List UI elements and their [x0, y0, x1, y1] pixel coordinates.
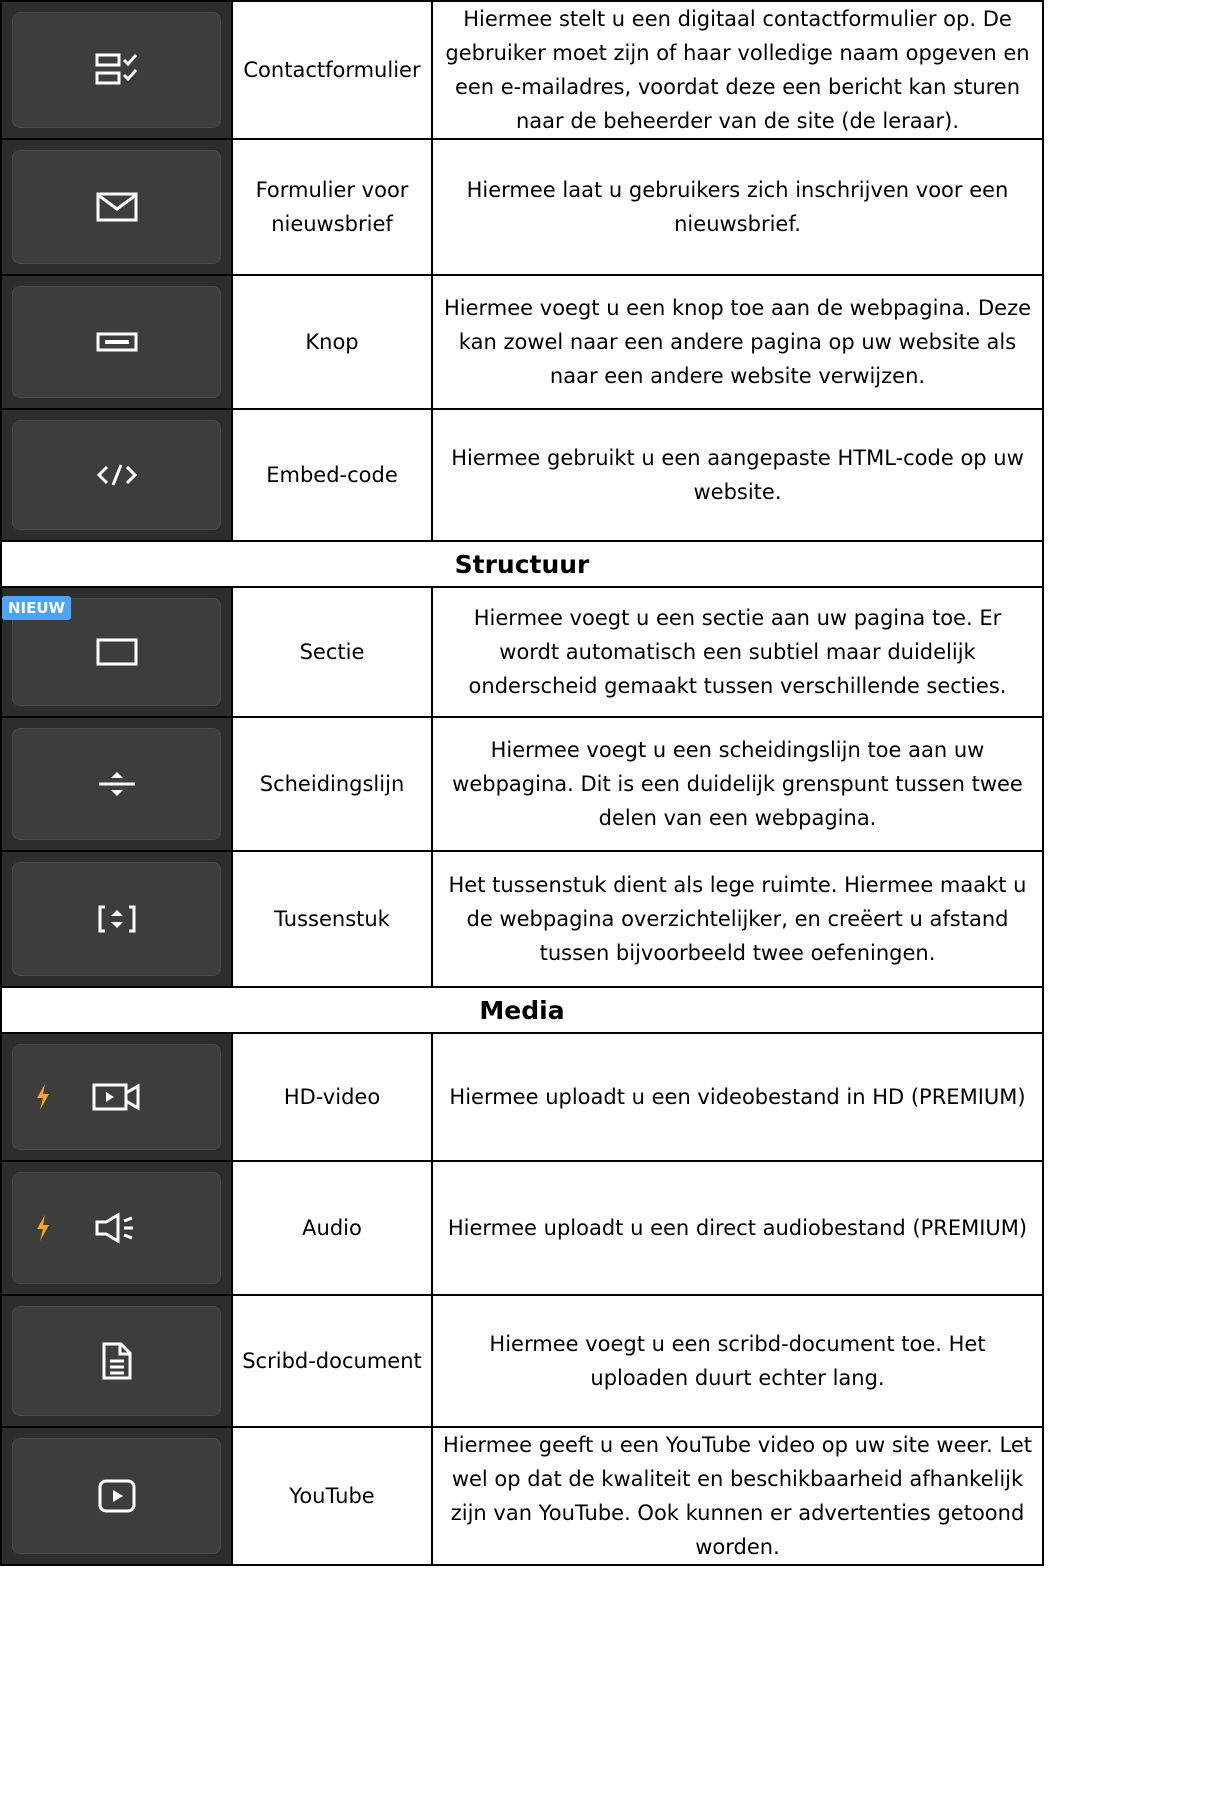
table-row — [1, 275, 1043, 409]
table-row — [1, 1161, 1043, 1295]
section-header-row — [1, 541, 1043, 587]
widget-description: Hiermee laat u gebruikers zich inschrijven voor een nieuwsbrief. — [432, 139, 1043, 275]
widget-name: Formulier voor nieuwsbrief — [232, 139, 432, 275]
icon-cell — [1, 587, 232, 717]
form-check-icon — [95, 51, 139, 89]
table-row — [1, 1033, 1043, 1161]
widget-tile[interactable] — [12, 12, 221, 128]
widget-description: Het tussenstuk dient als lege ruimte. Hiermee maakt u de webpagina overzichtelijker, en creëert u afstand tussen bijvoorbeeld twee oefeningen. — [432, 851, 1043, 987]
spacer-icon — [97, 904, 137, 934]
widget-tile[interactable] — [12, 862, 221, 976]
table-row — [1, 1295, 1043, 1427]
icon-cell — [1, 1427, 232, 1565]
icon-cell — [1, 275, 232, 409]
section-heading: Media — [1, 987, 1043, 1033]
widget-name: Scheidingslijn — [232, 717, 432, 851]
widget-tile[interactable] — [12, 1306, 221, 1416]
widget-name: HD-video — [232, 1033, 432, 1161]
widget-name: Embed-code — [232, 409, 432, 541]
widget-tile[interactable] — [12, 1044, 221, 1150]
table-row — [1, 851, 1043, 987]
widget-description: Hiermee stelt u een digitaal contactformulier op. De gebruiker moet zijn of haar volledige naam opgeven en een e-mailadres, voordat deze een bericht kan sturen naar de beheerder van de site (de leraar). — [432, 1, 1043, 139]
widget-description: Hiermee voegt u een sectie aan uw pagina toe. Er wordt automatisch een subtiel maar duidelijk onderscheid gemaakt tussen verschillende secties. — [432, 587, 1043, 717]
widget-tile[interactable] — [12, 286, 221, 398]
table-row — [1, 587, 1043, 717]
new-badge: NIEUW — [2, 596, 71, 620]
widget-tile[interactable] — [12, 150, 221, 264]
widget-description: Hiermee gebruikt u een aangepaste HTML-code op uw website. — [432, 409, 1043, 541]
icon-cell — [1, 1161, 232, 1295]
envelope-icon — [96, 192, 138, 222]
widget-description: Hiermee voegt u een scribd-document toe. Het uploaden duurt echter lang. — [432, 1295, 1043, 1427]
widget-description: Hiermee geeft u een YouTube video op uw site weer. Let wel op dat de kwaliteit en beschikbaarheid afhankelijk zijn van YouTube. Ook kunnen er advertenties getoond worden. — [432, 1427, 1043, 1565]
section-icon — [96, 638, 138, 666]
icon-cell — [1, 1295, 232, 1427]
table-row — [1, 1427, 1043, 1565]
widget-name: Sectie — [232, 587, 432, 717]
table-row — [1, 1, 1043, 139]
widget-name: Knop — [232, 275, 432, 409]
table-row — [1, 717, 1043, 851]
widget-tile[interactable] — [12, 728, 221, 840]
icon-cell — [1, 1033, 232, 1161]
icon-cell — [1, 1, 232, 139]
widget-description: Hiermee uploadt u een videobestand in HD (PREMIUM) — [432, 1033, 1043, 1161]
icon-cell — [1, 851, 232, 987]
icon-cell — [1, 717, 232, 851]
widget-name: Contactformulier — [232, 1, 432, 139]
video-camera-icon — [92, 1082, 142, 1112]
code-icon — [97, 463, 137, 487]
widget-tile[interactable] — [12, 1438, 221, 1554]
widget-description: Hiermee voegt u een knop toe aan de webpagina. Deze kan zowel naar een andere pagina op uw website als naar een andere website verwijzen. — [432, 275, 1043, 409]
section-header-row — [1, 987, 1043, 1033]
table-row — [1, 409, 1043, 541]
widget-tile[interactable] — [12, 1172, 221, 1284]
icon-cell — [1, 139, 232, 275]
lightning-icon — [35, 1215, 51, 1241]
button-icon — [96, 332, 138, 352]
divider-icon — [97, 769, 137, 799]
speaker-icon — [94, 1212, 140, 1244]
widget-name: Tussenstuk — [232, 851, 432, 987]
icon-cell — [1, 409, 232, 541]
section-heading: Structuur — [1, 541, 1043, 587]
document-icon — [101, 1341, 133, 1381]
widget-description: Hiermee uploadt u een direct audiobestand (PREMIUM) — [432, 1161, 1043, 1295]
table-row — [1, 139, 1043, 275]
widget-name: YouTube — [232, 1427, 432, 1565]
widget-name: Audio — [232, 1161, 432, 1295]
widget-name: Scribd-document — [232, 1295, 432, 1427]
widget-description: Hiermee voegt u een scheidingslijn toe aan uw webpagina. Dit is een duidelijk grenspunt tussen twee delen van een webpagina. — [432, 717, 1043, 851]
play-icon — [98, 1479, 136, 1513]
lightning-icon — [35, 1084, 51, 1110]
widget-tile[interactable] — [12, 420, 221, 530]
